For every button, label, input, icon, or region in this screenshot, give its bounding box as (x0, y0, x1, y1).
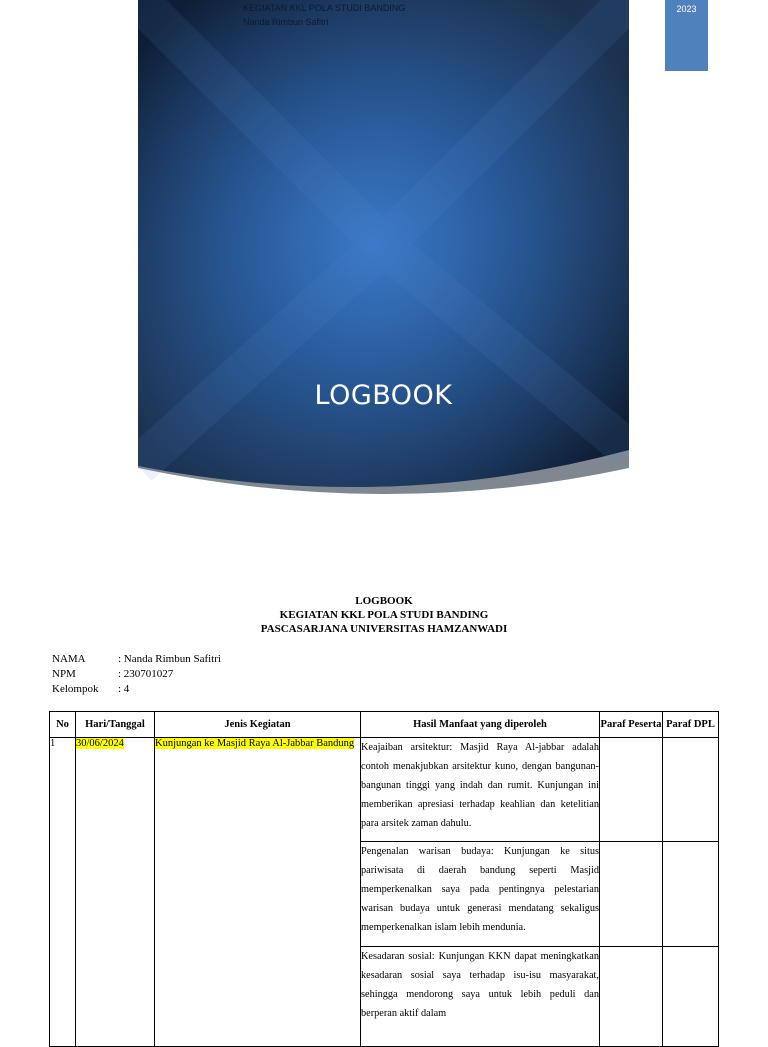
row-activity-text: Kunjungan ke Masjid Raya Al-Jabbar Bandung (155, 738, 355, 749)
paraf-peserta-cell[interactable] (600, 738, 663, 842)
cover-subtitle-line2: Nanda Rimbun Safitri (243, 17, 329, 27)
info-row-npm (52, 667, 221, 682)
header-paraf-dpl: Paraf DPL (663, 712, 719, 738)
header-no: No (50, 712, 76, 738)
header-date: Hari/Tanggal (76, 712, 155, 738)
info-row-nama (52, 652, 221, 667)
header-paraf-peserta: Paraf Peserta (600, 712, 663, 738)
identity-info (52, 652, 221, 697)
npm-value: : 230701027 (118, 668, 174, 680)
row-date (76, 738, 155, 1047)
paraf-dpl-cell[interactable] (663, 947, 719, 1047)
cover-panel (138, 0, 629, 496)
year-text: 2023 (676, 4, 697, 14)
header-benefit: Hasil Manfaat yang diperoleh (361, 712, 600, 738)
row-activity (155, 738, 361, 1047)
heading-line2: KEGIATAN KKL POLA STUDI BANDING (279, 609, 489, 621)
header-activity: Jenis Kegiatan (155, 712, 361, 738)
cover-title: LOGBOOK (314, 380, 453, 411)
paraf-peserta-cell[interactable] (600, 947, 663, 1047)
npm-label: NPM (52, 668, 76, 680)
heading-line3: PASCASARJANA UNIVERSITAS HAMZANWADI (260, 623, 508, 635)
row-date-text: 30/06/2024 (76, 738, 124, 749)
paraf-dpl-cell[interactable] (663, 842, 719, 947)
year-badge (665, 0, 708, 71)
benefit-cell: Keajaiban arsitektur: Masjid Raya Al-jabbar adalah contoh menakjubkan arsitektur kuno, dengan bangunan-bangunan tinggi yang indah dan rumit. Kunjungan ini memberikan apresiasi terhadap keahlian dan ketelitian para arsitek zaman dahulu. (361, 738, 600, 842)
document-heading (0, 594, 768, 636)
nama-value: : Nanda Rimbun Safitri (118, 653, 221, 665)
row-no: 1 (50, 738, 76, 1047)
table-row (50, 738, 719, 842)
heading-line1: LOGBOOK (355, 595, 413, 607)
benefit-cell: Pengenalan warisan budaya: Kunjungan ke situs pariwisata di daerah bandung seperti Masjid memperkenalkan saya pada pentingnya pelestarian warisan budaya untuk generasi mendatang sekaligus memperkenalkan islam lebih mendunia. (361, 842, 600, 947)
kelompok-value: : 4 (118, 683, 130, 695)
kelompok-label: Kelompok (52, 683, 99, 695)
logbook-table (49, 711, 719, 1047)
paraf-dpl-cell[interactable] (663, 738, 719, 842)
cover-subtitle-line1: KEGIATAN KKL POLA STUDI BANDING (243, 3, 406, 13)
table-header-row (50, 712, 719, 738)
benefit-cell: Kesadaran sosial: Kunjungan KKN dapat meningkatkan kesadaran sosial saya terhadap isu-isu masyarakat, sehingga mendorong saya untuk lebih peduli dan berperan aktif dalam (361, 947, 600, 1047)
nama-label: NAMA (52, 653, 86, 665)
cover-background (138, 0, 629, 496)
paraf-peserta-cell[interactable] (600, 842, 663, 947)
cover-subtitle (243, 1, 405, 29)
info-row-kelompok (52, 682, 221, 697)
